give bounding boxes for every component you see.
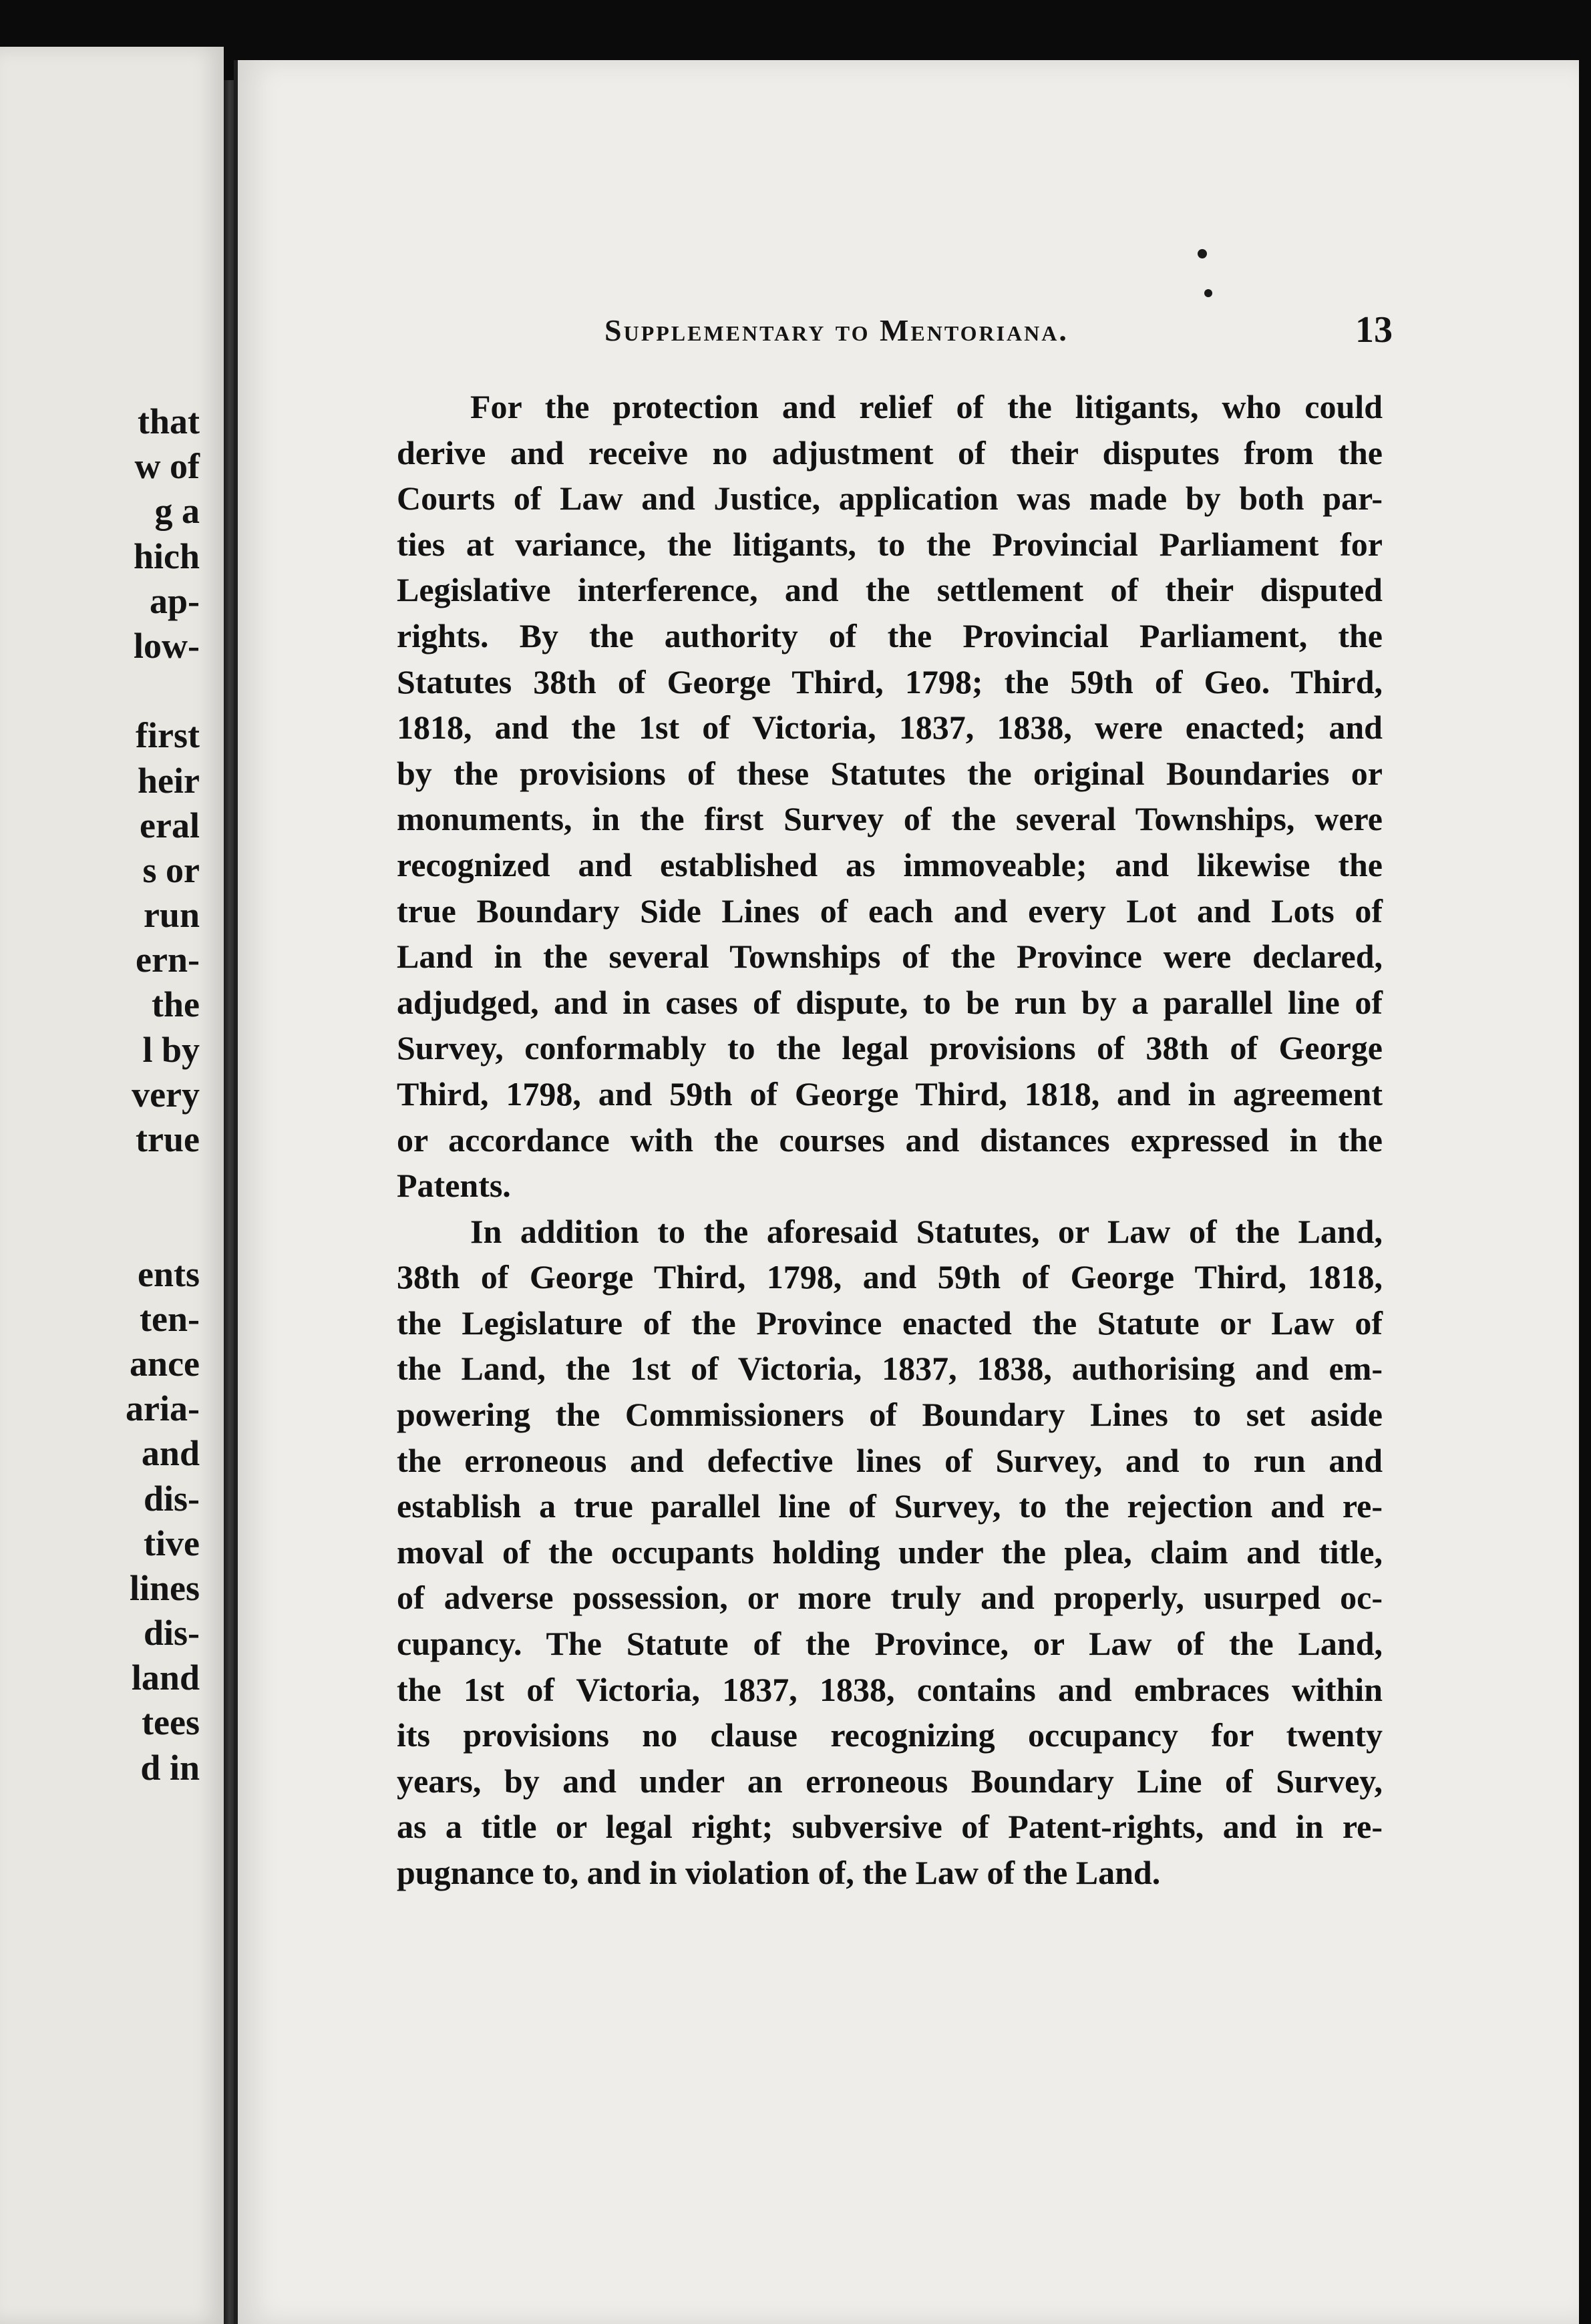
text-line: pugnance to, and in violation of, the Law of the Land. [397,1854,1161,1891]
left-page-fragment: the [152,984,200,1025]
left-page-fragment: run [143,895,200,936]
left-page-fragment [0,1162,200,1207]
left-page-fragment: tees [142,1702,200,1743]
text-line: the Legislature of the Province enacted the Statute or Law of [397,1304,1383,1342]
left-page-fragment: eral [140,805,200,845]
page-number: 13 [1355,309,1393,351]
left-page-text-fragments [0,399,200,1790]
left-facing-page [0,47,224,2324]
left-page-fragment: ten- [140,1298,200,1339]
text-line: monuments, in the first Survey of the several Townships, were [397,800,1383,838]
text-line: ties at variance, the litigants, to the Provincial Parliament for [397,525,1383,563]
text-line: true Boundary Side Lines of each and every Lot and Lots of [397,892,1383,930]
text-line: by the provisions of these Statutes the original Boundaries or [397,754,1383,792]
left-page-fragment: ents [138,1253,200,1294]
text-line: of adverse possession, or more truly and properly, usurped oc- [397,1579,1383,1617]
text-line: For the protection and relief of the litigants, who could [470,388,1383,425]
paragraph [397,1209,1383,1896]
left-page-fragment: first [136,715,200,756]
left-page-fragment: l by [142,1029,200,1070]
ink-speck [1198,249,1207,258]
ink-speck [1204,289,1212,297]
text-line: the erroneous and defective lines of Survey, and to run and [397,1441,1383,1479]
left-page-fragment: true [136,1119,200,1159]
left-page-fragment: hich [133,536,200,576]
left-page-fragment: land [131,1658,200,1698]
text-line: establish a true parallel line of Survey, to the rejection and re- [397,1487,1383,1525]
text-line: as a title or legal right; subversive of Patent-rights, and in re- [397,1808,1383,1846]
running-title: Supplementary to Mentoriana. [604,313,1069,347]
text-line: its provisions no clause recognizing occupancy for twenty [397,1716,1383,1754]
text-line: the Land, the 1st of Victoria, 1837, 1838, authorising and em- [397,1350,1383,1388]
body-text [397,384,1383,1896]
paragraph [397,384,1383,1209]
text-line: moval of the occupants holding under the plea, claim and title, [397,1533,1383,1571]
text-line: adjudged, and in cases of dispute, to be run by a parallel line of [397,983,1383,1021]
text-line: recognized and established as immoveable; and likewise the [397,845,1383,884]
left-page-fragment: dis- [143,1613,200,1654]
left-page-fragment [0,1207,200,1251]
left-page-fragment: lines [129,1567,200,1608]
text-line: the 1st of Victoria, 1837, 1838, contains and embraces within [397,1670,1383,1708]
left-page-fragment: ern- [136,940,200,980]
left-page-fragment: and [141,1433,200,1474]
left-page-fragment: ap- [149,580,200,621]
left-page-fragment: aria- [126,1388,200,1429]
text-line: Third, 1798, and 59th of George Third, 1818, and in agreement [397,1075,1383,1113]
left-page-fragment: w of [134,446,200,487]
text-line: Land in the several Townships of the Province were declared, [397,938,1383,976]
left-page-fragment: that [138,401,200,441]
text-line: years, by and under an erroneous Boundary Line of Survey, [397,1762,1383,1800]
text-line: In addition to the aforesaid Statutes, or Law of the Land, [470,1212,1383,1250]
text-line: 1818, and the 1st of Victoria, 1837, 1838, were enacted; and [397,709,1383,747]
text-line: derive and receive no adjustment of their disputes from the [397,433,1383,471]
text-line: powering the Commissioners of Boundary Lines to set aside [397,1396,1383,1434]
text-line: 38th of George Third, 1798, and 59th of George Third, 1818, [397,1258,1383,1296]
left-page-fragment: g a [154,491,200,532]
text-line: cupancy. The Statute of the Province, or Law of the Land, [397,1625,1383,1663]
text-line: or accordance with the courses and distances expressed in the [397,1121,1383,1159]
left-page-fragment: very [132,1074,200,1115]
text-line: Statutes 38th of George Third, 1798; the 59th of Geo. Third, [397,662,1383,701]
text-line: rights. By the authority of the Provincial Parliament, the [397,616,1383,654]
text-line: Legislative interference, and the settlement of their disputed [397,571,1383,609]
left-page-fragment: heir [138,760,200,801]
left-page-fragment: s or [142,849,200,890]
text-line: Patents. [397,1167,511,1205]
running-head [604,309,1393,359]
left-page-fragment: low- [134,625,200,666]
left-page-fragment [0,668,200,713]
text-line: Survey, conformably to the legal provisions of 38th of George [397,1029,1383,1067]
left-page-fragment: dis- [143,1478,200,1519]
text-line: Courts of Law and Justice, application was made by both par- [397,479,1383,518]
left-page-fragment: d in [140,1747,200,1788]
left-page-fragment: ance [130,1343,200,1384]
left-page-fragment: tive [144,1523,200,1563]
